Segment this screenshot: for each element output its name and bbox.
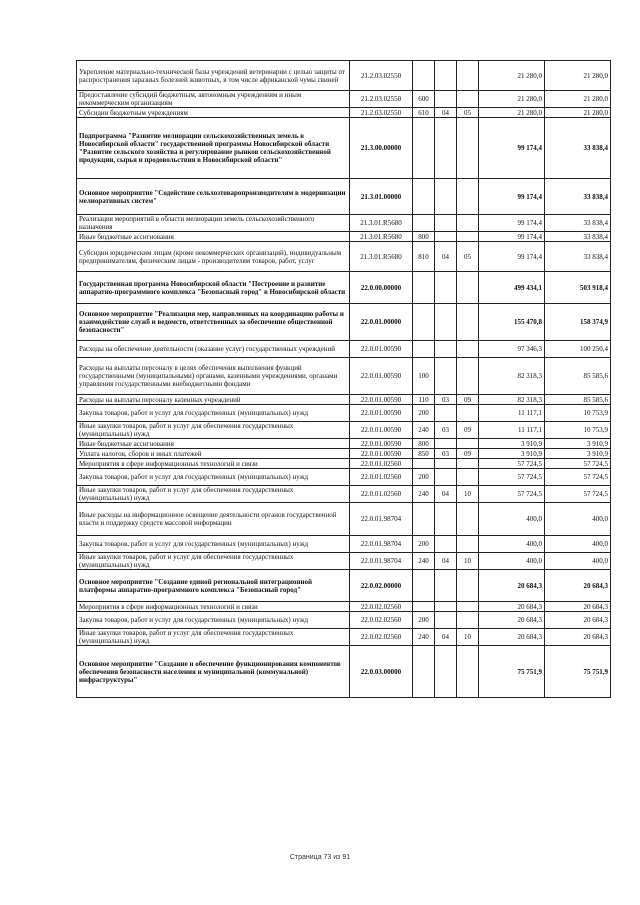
row-section [435,304,457,341]
row-expense-type [413,503,435,536]
row-expense-type: 100 [413,358,435,395]
row-sum-first-year: 20 684,3 [479,602,545,612]
budget-table [76,60,611,698]
row-sum-second-year: 400,0 [545,553,611,570]
table-row [77,215,611,232]
row-sum-second-year: 10 753,9 [545,422,611,439]
row-target-code: 22.0.01.00590 [350,405,413,422]
row-target-code: 22.0.03.00000 [350,646,413,698]
row-target-code: 21.2.03.02550 [350,91,413,108]
row-expense-type: 200 [413,405,435,422]
row-target-code: 22.0.01.98704 [350,536,413,553]
row-section [435,602,457,612]
row-name: Подпрограмма "Развитие мелиорации сельскохозяйственных земель в Новосибирской области" государственной программы Новосибирской области "Развитие сельского хозяйства и регулирование рынков сельскохозяйственной продукции, сырья и продовольствия в Новосибирской области" [77,118,350,179]
row-sum-second-year: 10 753,9 [545,405,611,422]
row-name: Субсидии бюджетным учреждениям [77,108,350,118]
row-sum-first-year: 3 910,9 [479,439,545,449]
row-section [435,179,457,215]
row-sum-first-year: 99 174,4 [479,215,545,232]
row-expense-type: 200 [413,612,435,629]
row-sum-second-year: 85 585,6 [545,395,611,405]
row-expense-type [413,570,435,602]
row-subsection: 09 [457,449,479,459]
row-section [435,536,457,553]
row-section [435,118,457,179]
row-name: Расходы на выплаты персоналу в целях обеспечения выполнения функций государственными (муниципальными) органами, казенными учреждениями, органами управления государственными внебюджетными фондами [77,358,350,395]
row-expense-type [413,341,435,358]
row-subsection: 09 [457,395,479,405]
row-name: Расходы на выплаты персоналу казенных учреждений [77,395,350,405]
table-row [77,405,611,422]
row-target-code: 21.2.03.02550 [350,108,413,118]
row-sum-second-year: 158 374,9 [545,304,611,341]
row-target-code: 22.0.01.02560 [350,486,413,503]
row-section [435,469,457,486]
row-sum-first-year: 11 117,1 [479,405,545,422]
row-sum-second-year: 21 280,0 [545,61,611,91]
table-row [77,602,611,612]
row-sum-second-year: 57 724,5 [545,486,611,503]
row-sum-second-year: 400,0 [545,503,611,536]
row-name: Иные закупки товаров, работ и услуг для обеспечения государственных (муниципальных) нужд [77,553,350,570]
row-sum-second-year: 20 684,3 [545,612,611,629]
row-section: 03 [435,395,457,405]
row-target-code: 22.0.01.02560 [350,469,413,486]
row-sum-first-year: 75 751,9 [479,646,545,698]
table-row [77,439,611,449]
row-expense-type: 240 [413,629,435,646]
table-row [77,91,611,108]
row-expense-type [413,602,435,612]
row-subsection [457,272,479,304]
row-sum-second-year: 20 684,3 [545,602,611,612]
row-subsection: 10 [457,629,479,646]
row-name: Мероприятия в сфере информационных технологий и связи [77,459,350,469]
table-row [77,503,611,536]
row-name: Субсидии юридическим лицам (кроме некоммерческих организаций), индивидуальным предпринимателям, физическим лицам - производителям товаров, работ, услуг [77,242,350,272]
row-section: 04 [435,629,457,646]
row-subsection [457,503,479,536]
row-expense-type [413,459,435,469]
row-section [435,358,457,395]
row-section [435,215,457,232]
row-expense-type [413,118,435,179]
row-target-code: 22.0.02.00000 [350,570,413,602]
row-name: Иные закупки товаров, работ и услуг для обеспечения государственных (муниципальных) нужд [77,629,350,646]
row-name: Уплата налогов, сборов и иных платежей [77,449,350,459]
row-expense-type: 240 [413,553,435,570]
table-row [77,242,611,272]
row-target-code: 21.2.03.02550 [350,61,413,91]
row-section: 03 [435,422,457,439]
row-sum-second-year: 3 910,9 [545,439,611,449]
row-section [435,61,457,91]
table-row [77,304,611,341]
row-subsection [457,469,479,486]
row-subsection [457,91,479,108]
row-target-code: 22.0.02.02560 [350,612,413,629]
row-sum-second-year: 100 250,4 [545,341,611,358]
table-row [77,553,611,570]
row-section [435,646,457,698]
row-expense-type: 850 [413,449,435,459]
table-row [77,272,611,304]
row-sum-first-year: 21 280,0 [479,91,545,108]
row-target-code: 21.3.01.R5680 [350,232,413,242]
row-name: Закупка товаров, работ и услуг для государственных (муниципальных) нужд [77,612,350,629]
row-sum-first-year: 20 684,3 [479,612,545,629]
table-row [77,646,611,698]
row-name: Иные бюджетные ассигнования [77,232,350,242]
row-sum-first-year: 400,0 [479,536,545,553]
row-name: Закупка товаров, работ и услуг для государственных (муниципальных) нужд [77,469,350,486]
row-sum-second-year: 57 724,5 [545,459,611,469]
row-sum-first-year: 20 684,3 [479,629,545,646]
row-sum-second-year: 503 918,4 [545,272,611,304]
row-subsection [457,439,479,449]
row-name: Государственная программа Новосибирской области "Построение и развитие аппаратно-программного комплекса "Безопасный город" в Новосибирской области [77,272,350,304]
row-sum-first-year: 21 280,0 [479,61,545,91]
row-subsection [457,341,479,358]
row-sum-first-year: 57 724,5 [479,469,545,486]
row-subsection [457,61,479,91]
row-subsection [457,232,479,242]
row-sum-first-year: 20 684,3 [479,570,545,602]
row-expense-type [413,646,435,698]
table-row [77,422,611,439]
table-row [77,118,611,179]
table-row [77,108,611,118]
row-sum-first-year: 11 117,1 [479,422,545,439]
row-subsection [457,304,479,341]
table-row [77,629,611,646]
row-expense-type: 200 [413,536,435,553]
row-target-code: 22.0.01.02560 [350,459,413,469]
table-row [77,536,611,553]
row-name: Иные закупки товаров, работ и услуг для обеспечения государственных (муниципальных) нужд [77,486,350,503]
row-sum-first-year: 99 174,4 [479,179,545,215]
row-expense-type: 800 [413,439,435,449]
row-subsection [457,570,479,602]
row-section: 04 [435,242,457,272]
row-sum-second-year: 33 838,4 [545,118,611,179]
row-name: Мероприятия в сфере информационных технологий и связи [77,602,350,612]
row-section [435,341,457,358]
table-row [77,232,611,242]
row-name: Основное мероприятие "Реализация мер, направленных на координацию работы и взаимодействие служб и ведомств, ответственных за обеспечение общественной безопасности" [77,304,350,341]
row-name: Иные бюджетные ассигнования [77,439,350,449]
row-target-code: 22.0.01.00590 [350,395,413,405]
row-expense-type: 240 [413,486,435,503]
row-sum-second-year: 33 838,4 [545,215,611,232]
row-target-code: 21.3.01.R5680 [350,242,413,272]
row-sum-first-year: 21 280,0 [479,108,545,118]
row-target-code: 22.0.02.02560 [350,602,413,612]
table-row [77,61,611,91]
row-name: Основное мероприятие "Создание единой региональной интеграционной платформы аппаратно-программного комплекса "Безопасный город" [77,570,350,602]
row-target-code: 22.0.01.00590 [350,439,413,449]
row-sum-first-year: 99 174,4 [479,242,545,272]
row-target-code: 22.0.01.00590 [350,449,413,459]
row-expense-type: 600 [413,91,435,108]
row-sum-second-year: 33 838,4 [545,179,611,215]
row-sum-first-year: 3 910,9 [479,449,545,459]
row-sum-first-year: 82 318,3 [479,358,545,395]
row-name: Иные закупки товаров, работ и услуг для обеспечения государственных (муниципальных) нужд [77,422,350,439]
table-row [77,459,611,469]
row-target-code: 22.0.01.00590 [350,341,413,358]
row-target-code: 22.0.01.00590 [350,358,413,395]
row-subsection [457,215,479,232]
row-subsection [457,612,479,629]
row-name: Закупка товаров, работ и услуг для государственных (муниципальных) нужд [77,405,350,422]
row-sum-second-year: 21 280,0 [545,108,611,118]
table-row [77,570,611,602]
row-sum-second-year: 85 585,6 [545,358,611,395]
row-expense-type: 110 [413,395,435,405]
row-expense-type [413,304,435,341]
row-section [435,570,457,602]
row-expense-type [413,61,435,91]
row-target-code: 22.0.00.00000 [350,272,413,304]
row-sum-second-year: 57 724,5 [545,469,611,486]
row-sum-second-year: 21 280,0 [545,91,611,108]
row-target-code: 22.0.01.00000 [350,304,413,341]
row-section [435,439,457,449]
row-target-code: 22.0.02.02560 [350,629,413,646]
row-target-code: 22.0.01.98704 [350,553,413,570]
row-name: Расходы на обеспечение деятельности (оказание услуг) государственных учреждений [77,341,350,358]
table-row [77,449,611,459]
row-sum-first-year: 155 470,8 [479,304,545,341]
row-name: Укрепление материально-технической базы учреждений ветеринарии с целью защиты от распространения заразных болезней животных, в том числе африканской чумы свиней [77,61,350,91]
row-section [435,459,457,469]
row-name: Основное мероприятие "Содействие сельхозтоваропроизводителям в модернизации мелиоративных систем" [77,179,350,215]
row-expense-type: 810 [413,242,435,272]
row-subsection: 05 [457,108,479,118]
table-row [77,612,611,629]
row-sum-first-year: 99 174,4 [479,118,545,179]
row-sum-first-year: 82 318,3 [479,395,545,405]
row-name: Предоставление субсидий бюджетным, автономным учреждениям и иным некоммерческим организациям [77,91,350,108]
row-sum-first-year: 400,0 [479,553,545,570]
row-expense-type: 240 [413,422,435,439]
row-section [435,232,457,242]
row-section [435,405,457,422]
row-sum-second-year: 20 684,3 [545,629,611,646]
row-subsection: 09 [457,422,479,439]
table-row [77,486,611,503]
table-row [77,395,611,405]
row-target-code: 22.0.01.98704 [350,503,413,536]
row-subsection: 10 [457,486,479,503]
row-sum-first-year: 99 174,4 [479,232,545,242]
row-target-code: 21.3.00.00000 [350,118,413,179]
row-expense-type: 200 [413,469,435,486]
table-row [77,469,611,486]
row-sum-second-year: 75 751,9 [545,646,611,698]
row-subsection [457,179,479,215]
row-section [435,272,457,304]
row-target-code: 21.3.01.00000 [350,179,413,215]
row-sum-second-year: 33 838,4 [545,232,611,242]
row-expense-type [413,215,435,232]
row-name: Закупка товаров, работ и услуг для государственных (муниципальных) нужд [77,536,350,553]
row-name: Реализация мероприятий в области мелиорации земель сельскохозяйственного назначения [77,215,350,232]
row-sum-second-year: 400,0 [545,536,611,553]
row-subsection [457,459,479,469]
row-section: 04 [435,108,457,118]
row-subsection [457,646,479,698]
row-subsection [457,602,479,612]
row-section [435,503,457,536]
row-expense-type [413,179,435,215]
row-sum-first-year: 97 346,3 [479,341,545,358]
row-name: Основное мероприятие "Создание и обеспечение функционирования компонентов обеспечения безопасности населения и муниципальной (коммунальной) инфраструктуры" [77,646,350,698]
table-row [77,179,611,215]
row-subsection [457,405,479,422]
row-section: 04 [435,486,457,503]
row-section: 04 [435,553,457,570]
row-name: Иные расходы на информационное освещение деятельности органов государственной власти и поддержку средств массовой информации [77,503,350,536]
row-section: 03 [435,449,457,459]
table-row [77,358,611,395]
row-sum-first-year: 57 724,5 [479,459,545,469]
row-expense-type: 610 [413,108,435,118]
row-subsection [457,536,479,553]
row-sum-first-year: 400,0 [479,503,545,536]
row-subsection [457,118,479,179]
row-sum-first-year: 57 724,5 [479,486,545,503]
row-target-code: 22.0.01.00590 [350,422,413,439]
row-sum-second-year: 20 684,3 [545,570,611,602]
row-subsection [457,358,479,395]
row-expense-type: 800 [413,232,435,242]
row-section [435,91,457,108]
page-number: Страница 73 из 91 [289,854,351,861]
row-sum-second-year: 3 910,9 [545,449,611,459]
row-subsection: 10 [457,553,479,570]
row-expense-type [413,272,435,304]
row-section [435,612,457,629]
row-target-code: 21.3.01.R5680 [350,215,413,232]
row-subsection: 05 [457,242,479,272]
table-row [77,341,611,358]
row-sum-second-year: 33 838,4 [545,242,611,272]
row-sum-first-year: 499 434,1 [479,272,545,304]
